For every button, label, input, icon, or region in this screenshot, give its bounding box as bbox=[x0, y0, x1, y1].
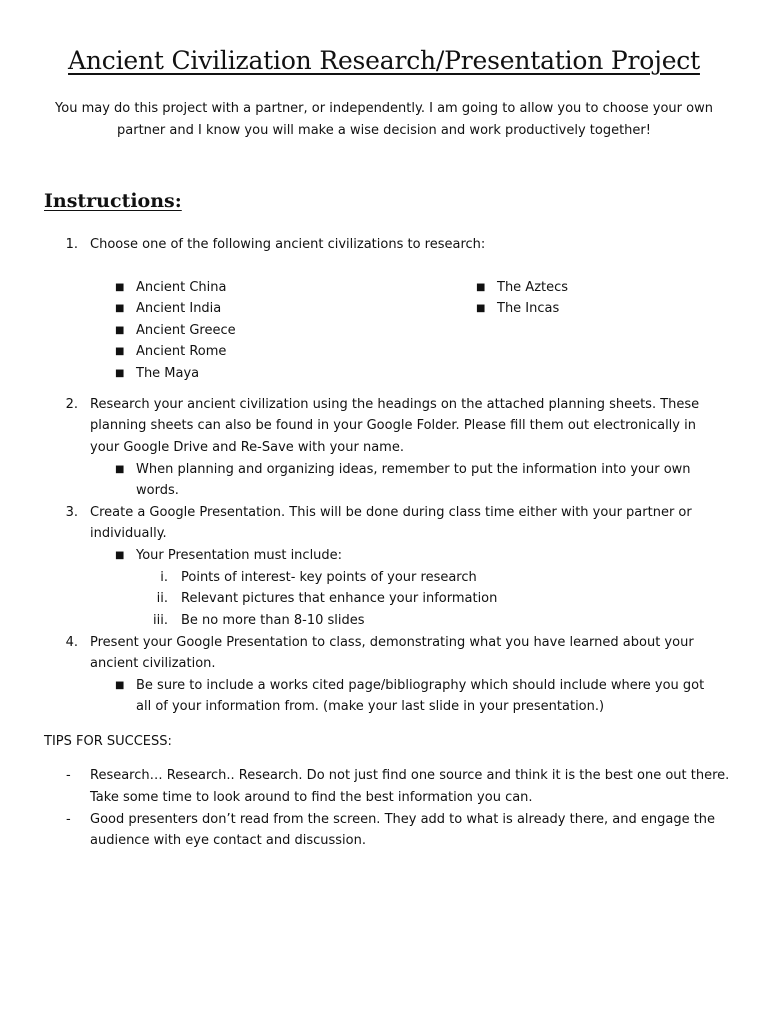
page-title: Ancient Civilization Research/Presentation Project bbox=[68, 46, 700, 75]
step-number: 2. bbox=[65, 397, 78, 412]
civilization-item: Ancient China bbox=[136, 280, 227, 295]
list-bullet: ■ bbox=[115, 303, 125, 314]
list-bullet: ■ bbox=[115, 464, 125, 475]
civilization-item: Ancient India bbox=[136, 301, 222, 316]
sub-number: iii. bbox=[153, 613, 168, 628]
step-number: 1. bbox=[65, 237, 78, 252]
list-bullet: ■ bbox=[476, 303, 486, 314]
list-bullet: ■ bbox=[115, 346, 125, 357]
list-dash: - bbox=[66, 812, 71, 827]
list-dash: - bbox=[66, 768, 71, 783]
list-bullet: ■ bbox=[115, 680, 125, 691]
sub-number: ii. bbox=[156, 591, 168, 606]
list-bullet: ■ bbox=[115, 282, 125, 293]
sub-item: Be no more than 8-10 slides bbox=[181, 613, 365, 628]
civilization-item: The Aztecs bbox=[497, 280, 569, 295]
tips-heading: TIPS FOR SUCCESS: bbox=[44, 734, 172, 749]
intro-paragraph: You may do this project with a partner, or independently. I am going to allow you to choose your own partner and I know you will make a wise decision and work productively together! bbox=[55, 101, 713, 138]
civilization-item: Ancient Rome bbox=[136, 344, 227, 359]
sub-item: Relevant pictures that enhance your information bbox=[181, 591, 498, 606]
sub-number: i. bbox=[160, 570, 168, 585]
list-bullet: ■ bbox=[115, 325, 125, 336]
bullet-text: words. bbox=[136, 483, 179, 498]
bullet-text: Be sure to include a works cited page/bibliography which should include where you got bbox=[136, 678, 705, 693]
step-text: your Google Drive and Re-Save with your name. bbox=[90, 440, 404, 455]
step-text: Choose one of the following ancient civilizations to research: bbox=[90, 237, 486, 252]
step-number: 3. bbox=[65, 505, 78, 520]
list-bullet: ■ bbox=[476, 282, 486, 293]
list-bullet: ■ bbox=[115, 368, 125, 379]
civilization-item: The Incas bbox=[497, 301, 560, 316]
step-text: Present your Google Presentation to class, demonstrating what you have learned about your bbox=[90, 635, 694, 650]
step-text: individually. bbox=[90, 526, 167, 541]
bullet-text: When planning and organizing ideas, remember to put the information into your own bbox=[136, 462, 691, 477]
step-number: 4. bbox=[65, 635, 78, 650]
bullet-text: all of your information from. (make your last slide in your presentation.) bbox=[136, 699, 605, 714]
civilization-item: Ancient Greece bbox=[136, 323, 236, 338]
instructions-heading: Instructions: bbox=[44, 190, 182, 212]
tip-text: Research… Research.. Research. Do not just find one source and think it is the best one out there. bbox=[90, 768, 730, 783]
step-text: Research your ancient civilization using the headings on the attached planning sheets. These bbox=[90, 397, 700, 412]
tip-text: audience with eye contact and discussion. bbox=[90, 833, 366, 848]
step-text: planning sheets can also be found in your Google Folder. Please fill them out electronically in bbox=[90, 418, 696, 433]
sub-item: Points of interest- key points of your research bbox=[181, 570, 477, 585]
tip-text: Good presenters don’t read from the screen. They add to what is already there, and engage the bbox=[90, 812, 716, 827]
civilization-item: The Maya bbox=[136, 366, 200, 381]
step-text: ancient civilization. bbox=[90, 656, 216, 671]
tip-text: Take some time to look around to find the best information you can. bbox=[90, 790, 533, 805]
step-text: Create a Google Presentation. This will be done during class time either with your partner or bbox=[90, 505, 692, 520]
list-bullet: ■ bbox=[115, 550, 125, 561]
bullet-text: Your Presentation must include: bbox=[136, 548, 343, 563]
